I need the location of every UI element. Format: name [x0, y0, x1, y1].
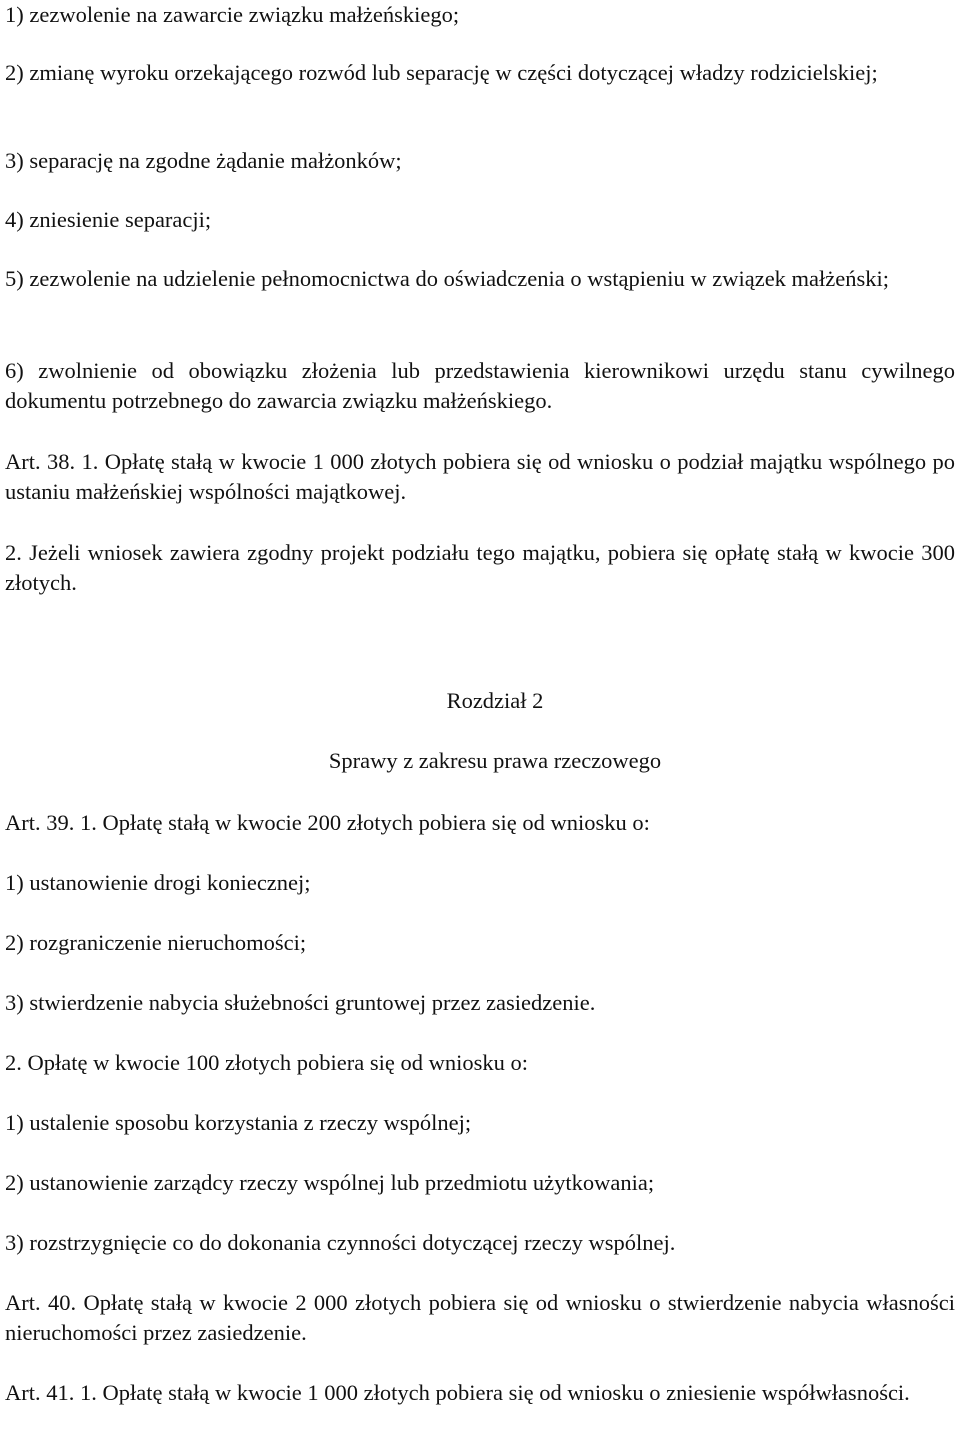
list-item: 4) zniesienie separacji; [5, 207, 212, 232]
article-paragraph: Art. 41. 1. Opłatę stałą w kwocie 1 000 złotych pobiera się od wniosku o zniesienie współwłasności. [5, 1380, 910, 1405]
list-item: 1) ustalenie sposobu korzystania z rzeczy wspólnej; [5, 1110, 472, 1135]
article-paragraph: 2. Opłatę w kwocie 100 złotych pobiera się od wniosku o: [5, 1050, 529, 1075]
list-item: 5) zezwolenie na udzielenie pełnomocnictwa do oświadczenia o wstąpieniu w związek małżeński; [5, 266, 890, 291]
list-item: 3) rozstrzygnięcie co do dokonania czynności dotyczącej rzeczy wspólnej. [5, 1230, 676, 1255]
article-paragraph: Art. 39. 1. Opłatę stałą w kwocie 200 złotych pobiera się od wniosku o: [5, 810, 650, 835]
list-item: 1) zezwolenie na zawarcie związku małżeńskiego; [5, 2, 460, 27]
list-item: 6) zwolnienie od obowiązku złożenia lub przedstawienia kierownikowi urzędu stanu cywilnego dokumentu potrzebnego do zawarcia związku małżeńskiego. [5, 358, 955, 413]
article-paragraph: Art. 38. 1. Opłatę stałą w kwocie 1 000 złotych pobiera się od wniosku o podział majątku wspólnego po ustaniu małżeńskiej wspólności majątkowej. [5, 449, 955, 504]
article-paragraph: 2. Jeżeli wniosek zawiera zgodny projekt podziału tego majątku, pobiera się opłatę stałą w kwocie 300 złotych. [5, 540, 955, 595]
list-item: 2) zmianę wyroku orzekającego rozwód lub separację w części dotyczącej władzy rodzicielskiej; [5, 60, 878, 85]
list-item: 3) separację na zgodne żądanie małżonków; [5, 148, 402, 173]
list-item: 2) rozgraniczenie nieruchomości; [5, 930, 307, 955]
chapter-number: Rozdział 2 [446, 688, 544, 713]
list-item: 2) ustanowienie zarządcy rzeczy wspólnej lub przedmiotu użytkowania; [5, 1170, 655, 1195]
chapter-title: Sprawy z zakresu prawa rzeczowego [328, 748, 662, 773]
list-item: 1) ustanowienie drogi koniecznej; [5, 870, 311, 895]
list-item: 3) stwierdzenie nabycia służebności gruntowej przez zasiedzenie. [5, 990, 596, 1015]
article-paragraph: Art. 40. Opłatę stałą w kwocie 2 000 złotych pobiera się od wniosku o stwierdzenie nabycia własności nieruchomości przez zasiedzenie. [5, 1290, 955, 1345]
